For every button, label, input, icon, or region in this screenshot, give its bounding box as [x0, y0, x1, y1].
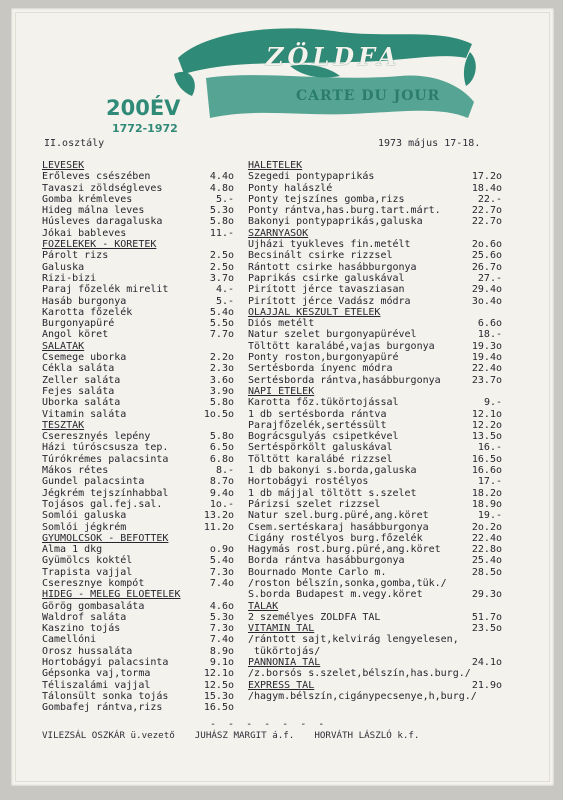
menu-section-heading: [248, 623, 502, 634]
menu-section-heading: [42, 239, 234, 250]
menu-item: [248, 420, 502, 431]
section-title: VITAMIN TÁL: [248, 623, 315, 635]
dish-price: 25.6o: [471, 250, 502, 262]
dish-name: Galuska: [42, 261, 85, 273]
menu-item: [248, 194, 502, 205]
dish-price: 1o.-: [209, 498, 234, 510]
menu-item: [42, 375, 234, 386]
section-title: OLAJJAL KÉSZÜLT ÉTELEK: [248, 306, 381, 318]
class-label: II.osztály: [44, 138, 105, 149]
menu-item: [42, 702, 234, 713]
signature-2: JUHÁSZ MARGIT á.f.: [194, 730, 295, 741]
dish-price: 22.4o: [471, 363, 502, 375]
dish-name: Kaszino tojás: [42, 623, 121, 635]
dish-price: 5.8o: [209, 397, 234, 409]
dish-name: Vitamin saláta: [42, 408, 127, 420]
dish-name: Gundel palacsinta: [42, 476, 145, 488]
dish-price: 15.3o: [203, 690, 234, 702]
menu-section-heading: [42, 533, 234, 544]
dish-price: 5.3o: [209, 205, 234, 217]
dish-price: 16.5o: [471, 453, 502, 465]
menu-section-heading: [248, 386, 502, 397]
dish-price: 17.-: [477, 476, 502, 488]
dish-name: Téliszalámi vajjal: [42, 679, 151, 691]
menu-item: [248, 646, 502, 657]
dish-name: 1 db bakonyi s.borda,galuska: [248, 465, 417, 477]
menu-item: [248, 318, 502, 329]
section-title: HALÉTELEK: [248, 160, 303, 171]
dish-price: 28.5o: [471, 566, 502, 578]
menu-item: [248, 454, 502, 465]
dish-name: Cseresznyés lepény: [42, 431, 151, 443]
menu-item: [42, 646, 234, 657]
footer-dashes: - - - - - - -: [210, 719, 328, 730]
menu-item: [42, 171, 234, 182]
menu-item: [42, 657, 234, 668]
menu-item: [248, 544, 502, 555]
dish-price: 26.7o: [471, 261, 502, 273]
dish-price: 8.9o: [209, 645, 234, 657]
dish-price: 7.7o: [209, 329, 234, 341]
section-title: LEVESEK: [42, 160, 85, 171]
menu-item: [42, 431, 234, 442]
menu-item: [42, 228, 234, 239]
dish-price: 4.-: [215, 284, 234, 296]
menu-item: [248, 488, 502, 499]
menu-item: [248, 273, 502, 284]
menu-item: [42, 307, 234, 318]
dish-price: 2.3o: [209, 363, 234, 375]
dish-name: /z.borsós s.szelet,bélszín,has.burg./: [248, 668, 471, 680]
menu-item: [42, 262, 234, 273]
dish-price: 8.-: [215, 465, 234, 477]
dish-price: 9.4o: [209, 487, 234, 499]
dish-name: Trapista vajjal: [42, 566, 133, 578]
dish-price: 13.2o: [203, 510, 234, 522]
footer-signatures: [42, 730, 439, 741]
menu-item: [42, 499, 234, 510]
dish-price: 3.7o: [209, 272, 234, 284]
menu-item: [248, 409, 502, 420]
dish-name: Borda rántva hasábburgonya: [248, 555, 405, 567]
dish-price: 13.5o: [471, 431, 502, 443]
dish-price: 16.-: [477, 442, 502, 454]
dish-name: Parajfőzelék,sertéssült: [248, 419, 387, 431]
dish-name: Túrókrémes palacsinta: [42, 453, 169, 465]
dish-name: /hagym.bélszín,cigánypecsenye,h,burg./: [248, 690, 477, 702]
dish-price: 5.-: [215, 193, 234, 205]
dish-price: 23.5o: [471, 623, 502, 635]
dish-name: Hagymás rost.burg.püré,ang.köret: [248, 544, 441, 556]
menu-item: [248, 296, 502, 307]
dish-name: Becsinált csirke rizzsel: [248, 250, 393, 262]
dish-name: Pirított jérce tavasziasan: [248, 284, 405, 296]
menu-item: [42, 578, 234, 589]
menu-item: [42, 442, 234, 453]
dish-price: 12.1o: [203, 668, 234, 680]
dish-name: Paprikás csirke galuskával: [248, 272, 405, 284]
menu-section-heading: [248, 160, 502, 171]
section-title: PANNONIA TÁL: [248, 657, 321, 669]
dish-price: 6.8o: [209, 453, 234, 465]
dish-name: S.borda Budapest m.vegy.köret: [248, 589, 423, 601]
menu-item: [42, 329, 234, 340]
dish-name: Hasáb burgonya: [42, 295, 127, 307]
dish-price: 8.7o: [209, 476, 234, 488]
menu-item: [248, 578, 502, 589]
menu-item: [42, 183, 234, 194]
dish-name: Görög gombasaláta: [42, 600, 145, 612]
dish-name: Hortobágyi rostélyos: [248, 476, 369, 488]
menu-item: [42, 454, 234, 465]
dish-price: 2.5o: [209, 261, 234, 273]
signature-1: VILEZSÁL OSZKÁR ü.vezető: [42, 730, 175, 741]
dish-name: Tavaszi zöldségleves: [42, 182, 163, 194]
right-menu-column: [248, 160, 502, 702]
dish-name: Fejes saláta: [42, 385, 115, 397]
dish-name: Uborka saláta: [42, 397, 121, 409]
dish-name: Erőleves csészében: [42, 171, 151, 183]
dish-name: Camellóni: [42, 634, 97, 646]
dish-price: 11.2o: [203, 521, 234, 533]
dish-price: 1o.5o: [203, 408, 234, 420]
menu-item: [42, 691, 234, 702]
menu-item: [248, 205, 502, 216]
dish-name: Ponty halászlé: [248, 182, 333, 194]
menu-item: [42, 284, 234, 295]
dish-name: Jégkrém tejszínhabbal: [42, 487, 169, 499]
menu-item: [248, 284, 502, 295]
menu-item: [248, 499, 502, 510]
menu-item: [42, 601, 234, 612]
dish-name: Orosz hussaláta: [42, 645, 133, 657]
dish-name: Paraj főzelék mirelit: [42, 284, 169, 296]
dish-name: Gombafej rántva,rizs: [42, 702, 163, 714]
menu-item: [248, 431, 502, 442]
menu-item: [248, 691, 502, 702]
dish-price: 4.8o: [209, 182, 234, 194]
menu-section-heading: [248, 228, 502, 239]
logo-subtitle: CARTE DU JOUR: [296, 88, 441, 104]
menu-item: [248, 375, 502, 386]
menu-item: [248, 589, 502, 600]
menu-item: [248, 250, 502, 261]
dish-price: 6.6o: [477, 318, 502, 330]
dish-price: 18.2o: [471, 487, 502, 499]
menu-item: [248, 262, 502, 273]
section-title: TÉSZTÁK: [42, 419, 85, 431]
menu-section-heading: [248, 307, 502, 318]
dish-price: 3o.4o: [471, 295, 502, 307]
menu-item: [42, 296, 234, 307]
dish-name: Hortobágyi palacsinta: [42, 657, 169, 669]
section-title: GYÜMÖLCSÖK - BEFŐTTEK: [42, 532, 169, 544]
dish-name: 1 db sertésborda rántva: [248, 408, 387, 420]
dish-name: Jókai bableves: [42, 227, 127, 239]
dish-name: /rántott sajt,kelvirág lengyelesen,: [248, 634, 459, 646]
menu-item: [42, 668, 234, 679]
menu-item: [248, 442, 502, 453]
dish-name: Gomba krémleves: [42, 193, 133, 205]
menu-item: [248, 239, 502, 250]
dish-price: 4.4o: [209, 171, 234, 183]
menu-item: [248, 567, 502, 578]
dish-price: 22.7o: [471, 205, 502, 217]
menu-item: [42, 634, 234, 645]
dish-price: 2.2o: [209, 352, 234, 364]
dish-price: 5.8o: [209, 216, 234, 228]
dish-price: 11.-: [209, 227, 234, 239]
dish-name: /roston bélszín,sonka,gomba,tük./: [248, 577, 447, 589]
dish-name: Sertésborda ínyenc módra: [248, 363, 393, 375]
section-title: NAPI ÉTELEK: [248, 385, 315, 397]
dish-name: Bournado Monte Carlo m.: [248, 566, 387, 578]
dish-price: 4.6o: [209, 600, 234, 612]
dish-price: 7.3o: [209, 566, 234, 578]
menu-item: [42, 623, 234, 634]
dish-name: Rizi-bizi: [42, 272, 97, 284]
dish-price: o.9o: [209, 544, 234, 556]
menu-item: [248, 465, 502, 476]
dish-name: Somlói galuska: [42, 510, 127, 522]
menu-item: [248, 510, 502, 521]
menu-item: [42, 567, 234, 578]
dish-price: 7.3o: [209, 623, 234, 635]
dish-price: 12.1o: [471, 408, 502, 420]
menu-item: [248, 533, 502, 544]
menu-item: [248, 612, 502, 623]
dish-name: Alma 1 dkg: [42, 544, 103, 556]
signature-3: HORVÁTH LÁSZLÓ k.f.: [314, 730, 420, 741]
dish-price: 27.-: [477, 272, 502, 284]
menu-section-heading: [248, 601, 502, 612]
dish-name: Gépsonka vaj,torma: [42, 668, 151, 680]
section-title: TÁLAK: [248, 600, 279, 612]
dish-name: Burgonyapüré: [42, 318, 115, 330]
menu-item: [248, 341, 502, 352]
menu-item: [42, 409, 234, 420]
dish-price: 12.2o: [471, 419, 502, 431]
dish-name: Tálonsült sonka tojás: [42, 690, 169, 702]
dish-name: 2 személyes ZÖLDFA TÁL: [248, 611, 381, 623]
menu-item: [42, 352, 234, 363]
menu-section-heading: [248, 680, 502, 691]
section-title: SALÁTÁK: [42, 340, 85, 352]
menu-item: [42, 680, 234, 691]
menu-item: [248, 183, 502, 194]
menu-item: [248, 171, 502, 182]
dish-price: 18.-: [477, 329, 502, 341]
dish-price: 9.-: [483, 397, 502, 409]
dish-price: 24.1o: [471, 657, 502, 669]
logo-text-layer: [170, 22, 480, 130]
dish-price: 5.5o: [209, 318, 234, 330]
dish-price: 2.5o: [209, 250, 234, 262]
dish-name: Diós metélt: [248, 318, 315, 330]
dish-name: Natur szel.burg.püré,ang.köret: [248, 510, 429, 522]
anniversary-years: 1772-1972: [112, 122, 178, 135]
dish-price: 18.4o: [471, 182, 502, 194]
dish-name: Hideg málna leves: [42, 205, 145, 217]
menu-item: [248, 476, 502, 487]
dish-name: Bográcsgulyás csipetkével: [248, 431, 399, 443]
dish-price: 7.4o: [209, 634, 234, 646]
dish-price: 18.9o: [471, 498, 502, 510]
menu-item: [248, 634, 502, 645]
menu-item: [248, 522, 502, 533]
dish-price: 6.5o: [209, 442, 234, 454]
menu-item: [42, 612, 234, 623]
menu-item: [42, 522, 234, 533]
section-title: EXPRESS TÁL: [248, 679, 315, 691]
menu-item: [248, 668, 502, 679]
dish-price: 2o.6o: [471, 239, 502, 251]
dish-price: 17.2o: [471, 171, 502, 183]
dish-price: 21.9o: [471, 679, 502, 691]
menu-item: [42, 205, 234, 216]
dish-name: 1 db májjal töltött s.szelet: [248, 487, 417, 499]
menu-item: [248, 555, 502, 566]
menu-item: [42, 273, 234, 284]
menu-item: [42, 363, 234, 374]
menu-item: [42, 194, 234, 205]
section-title: FŐZELÉKEK - KÖRETEK: [42, 239, 157, 251]
dish-name: Zeller saláta: [42, 374, 121, 386]
dish-name: Karotta főz.tükörtojással: [248, 397, 399, 409]
dish-name: Csem.sertéskaraj hasábburgonya: [248, 521, 429, 533]
dish-name: Újházi tyukleves fin.metélt: [248, 239, 411, 251]
menu-section-heading: [42, 160, 234, 171]
dish-price: 3.6o: [209, 374, 234, 386]
dish-price: 9.1o: [209, 657, 234, 669]
dish-price: 22.-: [477, 193, 502, 205]
dish-name: Waldrof saláta: [42, 611, 127, 623]
menu-item: [42, 250, 234, 261]
dish-name: Mákos rétes: [42, 465, 109, 477]
dish-price: 5.-: [215, 295, 234, 307]
dish-price: 29.4o: [471, 284, 502, 296]
menu-item: [42, 544, 234, 555]
menu-item: [42, 397, 234, 408]
dish-name: Sertéspörkölt galuskával: [248, 442, 393, 454]
dish-name: Házi túróscsusza tep.: [42, 442, 169, 454]
menu-section-heading: [42, 420, 234, 431]
anniversary-label: 200ÉV: [106, 96, 181, 120]
dish-price: 5.4o: [209, 306, 234, 318]
dish-price: 7.4o: [209, 577, 234, 589]
menu-item: [248, 363, 502, 374]
dish-name: Pirított jérce Vadász módra: [248, 295, 411, 307]
dish-price: 22.8o: [471, 544, 502, 556]
dish-price: 29.3o: [471, 589, 502, 601]
menu-item: [248, 352, 502, 363]
dish-name: Sertésborda rántva,hasábburgonya: [248, 374, 441, 386]
dish-price: 5.4o: [209, 555, 234, 567]
menu-date: 1973 május 17-18.: [378, 138, 481, 149]
menu-item: [42, 465, 234, 476]
dish-name: Töltött karalábé,vajas burgonya: [248, 340, 435, 352]
dish-price: 5.3o: [209, 611, 234, 623]
dish-name: Natur szelet burgonyapürével: [248, 329, 417, 341]
dish-price: 22.4o: [471, 532, 502, 544]
dish-name: Cseresznye kompót: [42, 577, 145, 589]
dish-price: 16.5o: [203, 702, 234, 714]
dish-price: 19.3o: [471, 340, 502, 352]
dish-price: 19.-: [477, 510, 502, 522]
dish-price: 3.9o: [209, 385, 234, 397]
menu-item: [42, 386, 234, 397]
menu-item: [42, 476, 234, 487]
dish-name: Somlói jégkrém: [42, 521, 127, 533]
dish-name: Szegedi pontypaprikás: [248, 171, 375, 183]
logo-title: ZÖLDFA: [266, 42, 401, 71]
dish-name: Ponty rántva,has.burg.tart.márt.: [248, 205, 441, 217]
dish-name: Csemege uborka: [42, 352, 127, 364]
menu-item: [42, 318, 234, 329]
menu-item: [42, 555, 234, 566]
dish-name: Cékla saláta: [42, 363, 115, 375]
menu-section-heading: [248, 657, 502, 668]
menu-item: [42, 216, 234, 227]
dish-name: Ponty tejszínes gomba,rizs: [248, 193, 405, 205]
dish-price: 51.7o: [471, 611, 502, 623]
menu-section-heading: [42, 341, 234, 352]
dish-price: 12.5o: [203, 679, 234, 691]
menu-item: [248, 397, 502, 408]
dish-name: Angol köret: [42, 329, 109, 341]
menu-item: [248, 329, 502, 340]
dish-name: Párolt rizs: [42, 250, 109, 262]
dish-name: Karotta főzelék: [42, 306, 133, 318]
dish-price: 5.8o: [209, 431, 234, 443]
dish-name: Húsleves daragaluska: [42, 216, 163, 228]
menu-item: [248, 216, 502, 227]
dish-price: 16.6o: [471, 465, 502, 477]
dish-price: 23.7o: [471, 374, 502, 386]
section-title: HIDEG - MELEG ELŐÉTELEK: [42, 589, 181, 601]
left-menu-column: [42, 160, 234, 714]
menu-item: [42, 488, 234, 499]
menu-section-heading: [42, 589, 234, 600]
dish-name: tükörtojás/: [254, 645, 321, 657]
dish-price: 22.7o: [471, 216, 502, 228]
dish-name: Gyümölcs koktél: [42, 555, 133, 567]
dish-name: Bakonyi pontypaprikás,galuska: [248, 216, 423, 228]
dish-name: Cigány rostélyos burg.főzelék: [248, 532, 423, 544]
dish-name: Rántott csirke hasábburgonya: [248, 261, 417, 273]
dish-name: Töltött karalábé rizzsel: [248, 453, 393, 465]
dish-name: Ponty roston,burgonyapüré: [248, 352, 399, 364]
dish-name: Tojásos gal.fej.sal.: [42, 498, 163, 510]
dish-price: 25.4o: [471, 555, 502, 567]
menu-item: [42, 510, 234, 521]
dish-name: Párizsi szelet rizzsel: [248, 498, 381, 510]
dish-price: 2o.2o: [471, 521, 502, 533]
dish-price: 19.4o: [471, 352, 502, 364]
section-title: SZÁRNYASOK: [248, 227, 309, 239]
